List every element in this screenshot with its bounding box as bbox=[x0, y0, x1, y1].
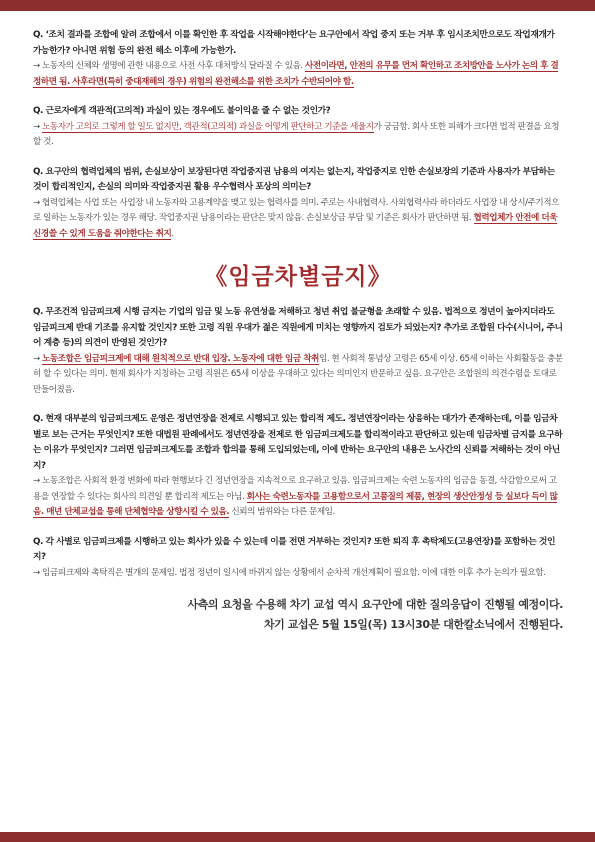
bottom-accent-bar bbox=[0, 832, 595, 842]
closing-line-2: 차기 교섭은 5월 15일(목) 13시30분 대한칼소닉에서 진행된다. bbox=[263, 618, 563, 631]
answer-6: → 임금피크제와 촉탁직은 별개의 문제임. 법정 정년이 일시에 바뀌지 않는 상황에서 순차적 개선계획이 필요함. 이에 대한 이후 추가 논의가 필요함. bbox=[33, 567, 546, 578]
answer-3-end: . bbox=[171, 228, 174, 239]
qa-block-4 bbox=[33, 305, 563, 398]
qa-block-6 bbox=[33, 535, 563, 582]
question-3: Q. 요구안의 협력업체의 범위, 손실보상이 보장된다면 작업중지권 남용의 여지는 없는지, 작업중지로 인한 손실보장의 기준과 사용자가 부담하는 것이 합리적인지, 손실의 의미와 작업중지권 활용 우수협력사 포상의 의미는? bbox=[33, 166, 555, 192]
question-4: Q. 무조건적 임금피크제 시행 금지는 기업의 임금 및 노동 유연성을 저해하고 청년 취업 불균형을 초래할 수 있음. 법적으로 정년이 높아지더라도 임금피크제 반대 기조를 유지할 것인지? 또한 고령 직원 우대가 젊은 직원에게 미치는 영향까지 검토가 되었는지? 추가로 조합원 다수(시니어, 주니어 계층 등)의 의견이 반영된 것인가? bbox=[33, 307, 563, 348]
document-body bbox=[33, 28, 563, 635]
answer-5-text: → 노동조합은 사회적 환경 변화에 따라 현행보다 긴 정년연장을 지속적으로 요구하고 있음. 임금피크제는 숙련 노동자의 임금을 동결, 삭감함으로써 고용을 연장할 수 있다는 회사의 의견일 뿐 합리적 제도는 아님. bbox=[33, 476, 557, 502]
answer-4-text: 임. 현 사회적 통념상 고령은 65세 이상. 65세 이하는 사회활동을 충분히 할 수 있다는 의미. 현재 회사가 지칭하는 고령 직원은 65세 이상을 우대하고 있다는 의미인지 반문하고 싶음. 요구안은 조합원의 의견수렴을 토대로 만들어졌음. bbox=[33, 353, 563, 395]
question-1: Q. ‘조치 결과를 조합에 알려 조합에서 이를 확인한 후 작업을 시작해야한다’는 요구안에서 작업 중지 또는 거부 후 임시조치만으로도 작업재개가 가능한가? 아니면 위험 등의 완전 해소 이후에 가능한가. bbox=[33, 30, 555, 56]
qa-block-2 bbox=[33, 104, 563, 151]
answer-3-text: → 협력업체는 사업 또는 사업장 내 노동자와 고용계약을 맺고 있는 협력사를 의미. 주로는 사내협력사. 사외협력사라 하더라도 사업장 내 상시/주기적으로 일하는 노동자가 있는 경우 해당. 작업중지권 남용이라는 판단은 맞지 않음. 손실보상금 부담 및 기준은 회사가 판단하면 됨. bbox=[33, 197, 559, 223]
qa-block-3 bbox=[33, 165, 563, 243]
section-title: 《임금차별금지》 bbox=[204, 264, 392, 290]
question-2: Q. 근로자에게 객관적(고의적) 과실이 있는 경우에도 불이익을 줄 수 없는 것인가? bbox=[33, 106, 331, 116]
answer-4-arrow: → bbox=[33, 353, 40, 364]
answer-5-highlight: 회사는 숙련노동자를 고용함으로서 고품질의 제품, 현장의 생산안정성 등 실보다 득이 많음. 매년 단체교섭을 통해 단체협약을 상향시킬 수 있음. bbox=[33, 491, 558, 517]
answer-4-highlight: 노동조합은 임금피크제에 대해 원칙적으로 반대 입장. 노동자에 대한 임금 착취 bbox=[42, 353, 320, 364]
answer-2 bbox=[33, 120, 563, 151]
answer-3-highlight: 협력업체가 안전에 더욱 신경쓸 수 있게 도움을 줘야한다는 취지 bbox=[33, 213, 558, 239]
answer-2-text: 가 궁금함. 회사 또한 피해가 크다면 법적 판결을 요청할 것. bbox=[33, 121, 560, 147]
answer-3 bbox=[33, 196, 563, 243]
closing-note bbox=[33, 595, 563, 635]
question-5: Q. 현재 대부분의 임금피크제도 운영은 정년연장을 전제로 시행되고 있는 합리적 제도. 정년연장이라는 상응하는 대가가 존재하는데, 이를 임금차별로 보는 근거는 무엇인지? 또한 대법원 판례에서도 정년연장을 전제로 한 임금피크제도를 합리적이라고 판단하고 있는데 임금차별 금지를 요구하는 이유가 무엇인지? 그러면 임금피크제도를 조합과 합의를 통해 도입되었는데, 이에 반하는 요구안의 내용은 노사간의 신뢰를 저해하는 것이 아닌지? bbox=[33, 414, 563, 471]
answer-1-highlight: 사전이라면, 안전의 유무를 먼저 확인하고 조치방안을 노사가 논의 후 결정하면 됨. 사후라면(특히 중대재해의 경우) 위험의 완전해소를 위한 조치가 수반되어야 함. bbox=[33, 61, 559, 87]
top-accent-bar bbox=[0, 0, 595, 11]
question-6: Q. 각 사별로 임금피크제를 시행하고 있는 회사가 있을 수 있는데 이를 전면 거부하는 것인지? 또한 퇴직 후 촉탁제도(고용연장)를 포함하는 것인지? bbox=[33, 536, 556, 562]
answer-2-underline: 노동자가 고의로 그렇게 할 일도 없지만, 객관적(고의적) 과실을 어떻게 판단하고 기준을 세울지 bbox=[42, 121, 374, 132]
closing-line-1: 사측의 요청을 수용해 차기 교섭 역시 요구안에 대한 질의응답이 진행될 예정이다. bbox=[187, 598, 563, 611]
answer-1-text: → 노동자의 신체와 생명에 관한 내용으로 사전 사후 대처방식 달라질 수 있음. bbox=[33, 61, 303, 71]
answer-2-arrow: → bbox=[33, 121, 40, 132]
answer-4 bbox=[33, 352, 563, 399]
qa-block-5 bbox=[33, 412, 563, 521]
answer-5 bbox=[33, 474, 563, 521]
answer-5-end: 신뢰의 범위와는 다른 문제임. bbox=[229, 507, 335, 517]
qa-block-1 bbox=[33, 28, 563, 90]
answer-1 bbox=[33, 59, 563, 90]
